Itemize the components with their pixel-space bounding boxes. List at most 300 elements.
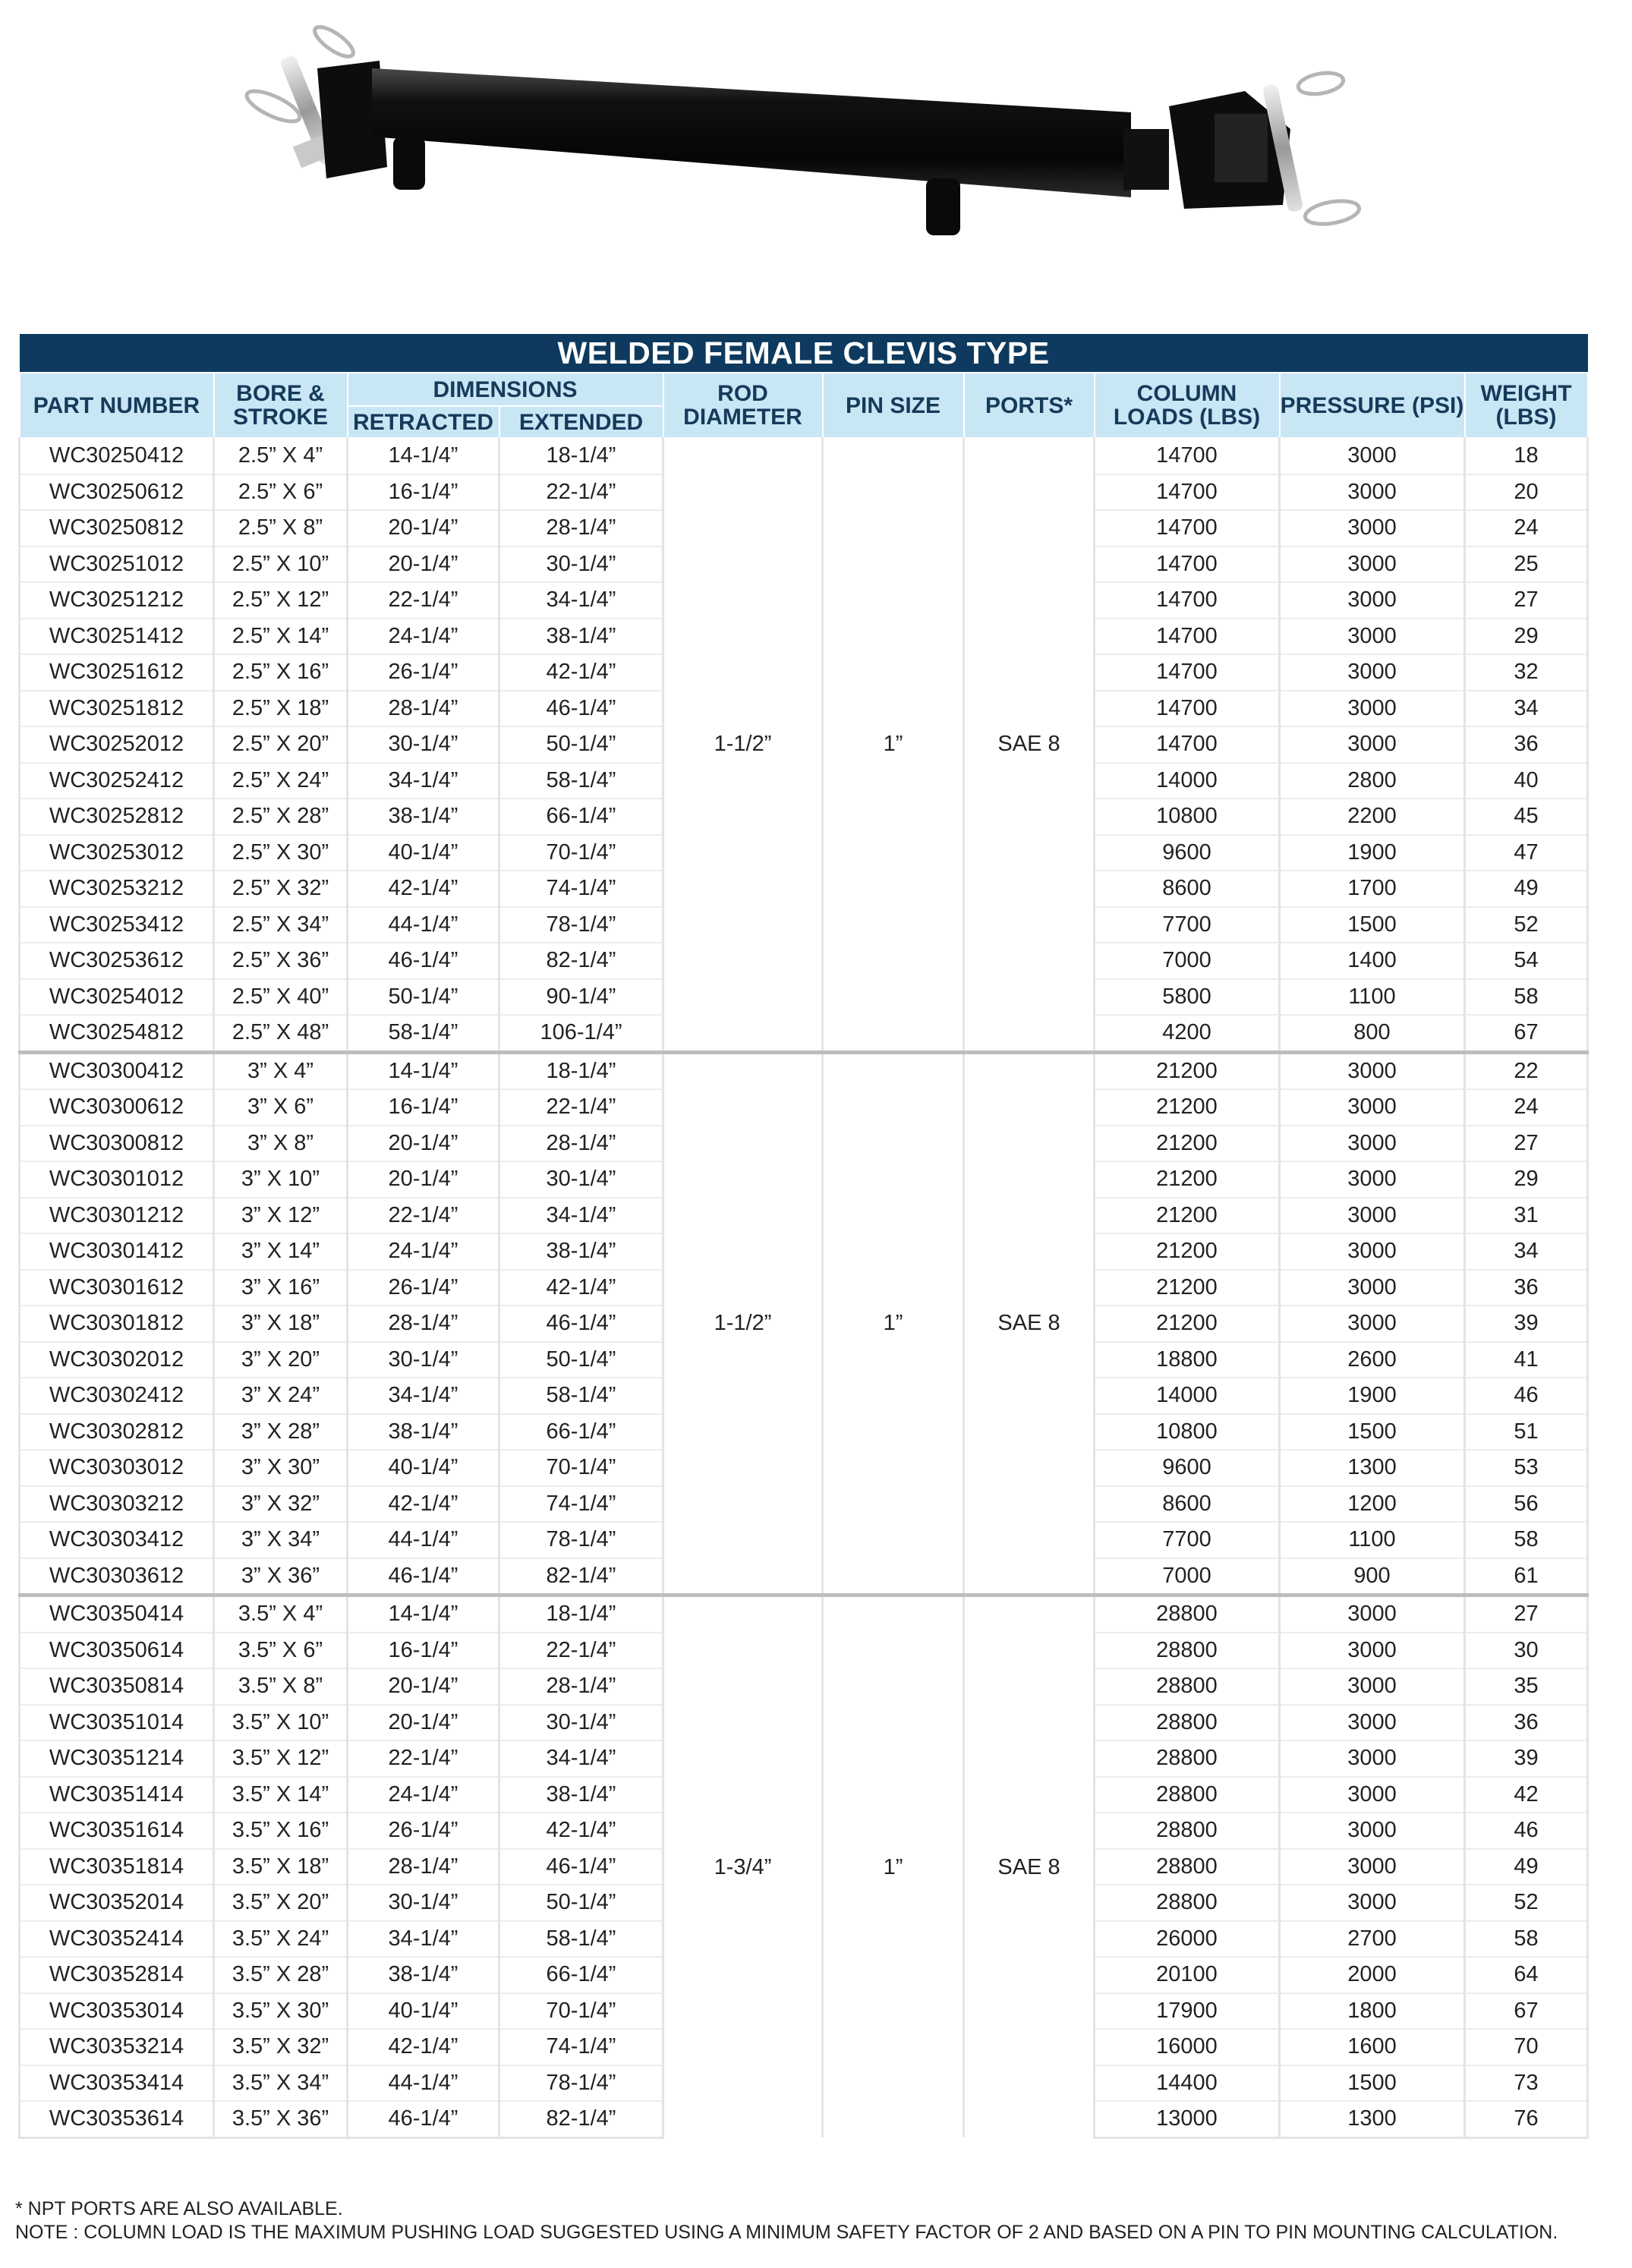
column-load-cell: 14700 [1095, 547, 1280, 583]
column-load-cell: 14700 [1095, 438, 1280, 474]
extended-cell: 46-1/4” [499, 1306, 663, 1342]
pressure-cell: 1400 [1280, 943, 1465, 979]
column-load-cell: 26000 [1095, 1921, 1280, 1958]
retracted-cell: 14-1/4” [348, 438, 499, 474]
column-load-cell: 21200 [1095, 1233, 1280, 1270]
pin-size-cell: 1” [823, 1595, 964, 2138]
part-number-cell: WC30302412 [20, 1378, 214, 1414]
extended-cell: 22-1/4” [499, 1089, 663, 1126]
bore-stroke-cell: 3.5” X 4” [214, 1595, 348, 1633]
bore-stroke-cell: 3.5” X 8” [214, 1668, 348, 1705]
retracted-cell: 20-1/4” [348, 1161, 499, 1198]
column-load-cell: 28800 [1095, 1740, 1280, 1777]
extended-cell: 42-1/4” [499, 654, 663, 691]
bore-stroke-cell: 3.5” X 28” [214, 1957, 348, 1993]
bore-stroke-cell: 3” X 16” [214, 1270, 348, 1306]
column-load-cell: 13000 [1095, 2101, 1280, 2137]
bore-stroke-cell: 3” X 4” [214, 1052, 348, 1089]
column-load-cell: 7700 [1095, 907, 1280, 943]
header-ports: PORTS* [964, 373, 1095, 438]
rod-diameter-cell: 1-1/2” [663, 438, 823, 1052]
extended-cell: 82-1/4” [499, 2101, 663, 2137]
bore-stroke-cell: 3” X 36” [214, 1558, 348, 1595]
pin-size-cell: 1” [823, 1052, 964, 1595]
extended-cell: 34-1/4” [499, 1740, 663, 1777]
part-number-cell: WC30301612 [20, 1270, 214, 1306]
extended-cell: 18-1/4” [499, 1595, 663, 1633]
column-load-note: NOTE : COLUMN LOAD IS THE MAXIMUM PUSHING LOAD SUGGESTED USING A MINIMUM SAFETY FACTOR OF 2 AND BASED ON A PIN TO PIN MOUNTING CALCULATION. [15, 2222, 1558, 2243]
part-number-cell: WC30353614 [20, 2101, 214, 2137]
weight-cell: 61 [1465, 1558, 1588, 1595]
column-load-cell: 14400 [1095, 2065, 1280, 2102]
pressure-cell: 3000 [1280, 510, 1465, 547]
weight-cell: 49 [1465, 871, 1588, 907]
pressure-cell: 1300 [1280, 2101, 1465, 2137]
part-number-cell: WC30303612 [20, 1558, 214, 1595]
weight-cell: 29 [1465, 619, 1588, 655]
extended-cell: 66-1/4” [499, 1414, 663, 1451]
bore-stroke-cell: 2.5” X 16” [214, 654, 348, 691]
extended-cell: 74-1/4” [499, 871, 663, 907]
part-number-cell: WC30350814 [20, 1668, 214, 1705]
part-number-cell: WC30353214 [20, 2029, 214, 2065]
pressure-cell: 1500 [1280, 907, 1465, 943]
bore-stroke-cell: 3” X 14” [214, 1233, 348, 1270]
weight-cell: 53 [1465, 1450, 1588, 1486]
pressure-cell: 3000 [1280, 726, 1465, 763]
extended-cell: 30-1/4” [499, 547, 663, 583]
header-weight: WEIGHT (LBS) [1465, 373, 1588, 438]
header-pin-size: PIN SIZE [823, 373, 964, 438]
column-load-cell: 8600 [1095, 1486, 1280, 1523]
column-load-cell: 14000 [1095, 1378, 1280, 1414]
extended-cell: 18-1/4” [499, 438, 663, 474]
bore-stroke-cell: 3.5” X 12” [214, 1740, 348, 1777]
column-load-cell: 17900 [1095, 1993, 1280, 2030]
weight-cell: 45 [1465, 799, 1588, 835]
part-number-cell: WC30253612 [20, 943, 214, 979]
pressure-cell: 1300 [1280, 1450, 1465, 1486]
retracted-cell: 44-1/4” [348, 907, 499, 943]
pressure-cell: 2600 [1280, 1342, 1465, 1378]
retracted-cell: 40-1/4” [348, 1993, 499, 2030]
weight-cell: 39 [1465, 1740, 1588, 1777]
header-pressure: PRESSURE (PSI) [1280, 373, 1465, 438]
extended-cell: 58-1/4” [499, 1378, 663, 1414]
weight-cell: 27 [1465, 582, 1588, 619]
column-load-cell: 9600 [1095, 1450, 1280, 1486]
pressure-cell: 3000 [1280, 1777, 1465, 1813]
pressure-cell: 2800 [1280, 763, 1465, 799]
bore-stroke-cell: 2.5” X 28” [214, 799, 348, 835]
part-number-cell: WC30251612 [20, 654, 214, 691]
retracted-cell: 30-1/4” [348, 1885, 499, 1921]
retracted-cell: 20-1/4” [348, 547, 499, 583]
part-number-cell: WC30302012 [20, 1342, 214, 1378]
header-extended: EXTENDED [499, 406, 663, 438]
retracted-cell: 30-1/4” [348, 726, 499, 763]
bore-stroke-cell: 3” X 12” [214, 1198, 348, 1234]
pressure-cell: 3000 [1280, 1595, 1465, 1633]
retracted-cell: 34-1/4” [348, 1921, 499, 1958]
bore-stroke-cell: 2.5” X 24” [214, 763, 348, 799]
extended-cell: 50-1/4” [499, 1342, 663, 1378]
column-load-cell: 14700 [1095, 654, 1280, 691]
column-load-cell: 21200 [1095, 1161, 1280, 1198]
pressure-cell: 3000 [1280, 1089, 1465, 1126]
pressure-cell: 1700 [1280, 871, 1465, 907]
part-number-cell: WC30301012 [20, 1161, 214, 1198]
weight-cell: 56 [1465, 1486, 1588, 1523]
retracted-cell: 22-1/4” [348, 1740, 499, 1777]
bore-stroke-cell: 3” X 30” [214, 1450, 348, 1486]
extended-cell: 38-1/4” [499, 619, 663, 655]
part-number-cell: WC30353014 [20, 1993, 214, 2030]
bore-stroke-cell: 2.5” X 34” [214, 907, 348, 943]
weight-cell: 51 [1465, 1414, 1588, 1451]
bore-stroke-cell: 3” X 18” [214, 1306, 348, 1342]
extended-cell: 46-1/4” [499, 691, 663, 727]
extended-cell: 106-1/4” [499, 1015, 663, 1052]
column-load-cell: 20100 [1095, 1957, 1280, 1993]
part-number-cell: WC30252012 [20, 726, 214, 763]
extended-cell: 46-1/4” [499, 1849, 663, 1885]
column-load-cell: 21200 [1095, 1052, 1280, 1089]
retracted-cell: 38-1/4” [348, 1414, 499, 1451]
extended-cell: 78-1/4” [499, 1522, 663, 1558]
retracted-cell: 38-1/4” [348, 1957, 499, 1993]
part-number-cell: WC30302812 [20, 1414, 214, 1451]
pressure-cell: 900 [1280, 1558, 1465, 1595]
extended-cell: 38-1/4” [499, 1233, 663, 1270]
weight-cell: 27 [1465, 1595, 1588, 1633]
retracted-cell: 26-1/4” [348, 1813, 499, 1849]
column-load-cell: 21200 [1095, 1306, 1280, 1342]
column-load-cell: 14000 [1095, 763, 1280, 799]
weight-cell: 54 [1465, 943, 1588, 979]
weight-cell: 76 [1465, 2101, 1588, 2137]
retracted-cell: 16-1/4” [348, 474, 499, 511]
column-load-cell: 4200 [1095, 1015, 1280, 1052]
column-load-cell: 7000 [1095, 943, 1280, 979]
pressure-cell: 1600 [1280, 2029, 1465, 2065]
weight-cell: 39 [1465, 1306, 1588, 1342]
pressure-cell: 3000 [1280, 1270, 1465, 1306]
part-number-cell: WC30300812 [20, 1126, 214, 1162]
bore-stroke-cell: 3” X 20” [214, 1342, 348, 1378]
extended-cell: 34-1/4” [499, 1198, 663, 1234]
part-number-cell: WC30252412 [20, 763, 214, 799]
bore-stroke-cell: 2.5” X 8” [214, 510, 348, 547]
retracted-cell: 40-1/4” [348, 1450, 499, 1486]
bore-stroke-cell: 2.5” X 40” [214, 979, 348, 1016]
extended-cell: 42-1/4” [499, 1813, 663, 1849]
retracted-cell: 42-1/4” [348, 2029, 499, 2065]
column-load-cell: 28800 [1095, 1668, 1280, 1705]
pressure-cell: 2700 [1280, 1921, 1465, 1958]
weight-cell: 47 [1465, 835, 1588, 871]
extended-cell: 70-1/4” [499, 1993, 663, 2030]
retracted-cell: 22-1/4” [348, 582, 499, 619]
column-load-cell: 28800 [1095, 1777, 1280, 1813]
header-retracted: RETRACTED [348, 406, 499, 438]
weight-cell: 27 [1465, 1126, 1588, 1162]
pressure-cell: 3000 [1280, 438, 1465, 474]
column-load-cell: 28800 [1095, 1813, 1280, 1849]
weight-cell: 29 [1465, 1161, 1588, 1198]
bore-stroke-cell: 3” X 32” [214, 1486, 348, 1523]
part-number-cell: WC30253012 [20, 835, 214, 871]
part-number-cell: WC30351814 [20, 1849, 214, 1885]
extended-cell: 34-1/4” [499, 582, 663, 619]
pressure-cell: 3000 [1280, 1306, 1465, 1342]
part-number-cell: WC30250812 [20, 510, 214, 547]
retracted-cell: 22-1/4” [348, 1198, 499, 1234]
retracted-cell: 40-1/4” [348, 835, 499, 871]
bore-stroke-cell: 2.5” X 32” [214, 871, 348, 907]
table-row [20, 438, 1588, 474]
bore-stroke-cell: 3” X 8” [214, 1126, 348, 1162]
column-load-cell: 9600 [1095, 835, 1280, 871]
weight-cell: 31 [1465, 1198, 1588, 1234]
retracted-cell: 28-1/4” [348, 1306, 499, 1342]
part-number-cell: WC30252812 [20, 799, 214, 835]
weight-cell: 34 [1465, 691, 1588, 727]
weight-cell: 64 [1465, 1957, 1588, 1993]
retracted-cell: 46-1/4” [348, 943, 499, 979]
pressure-cell: 3000 [1280, 1161, 1465, 1198]
weight-cell: 42 [1465, 1777, 1588, 1813]
extended-cell: 70-1/4” [499, 1450, 663, 1486]
pressure-cell: 3000 [1280, 1705, 1465, 1741]
part-number-cell: WC30353414 [20, 2065, 214, 2102]
weight-cell: 58 [1465, 1921, 1588, 1958]
column-load-cell: 10800 [1095, 1414, 1280, 1451]
retracted-cell: 20-1/4” [348, 510, 499, 547]
retracted-cell: 16-1/4” [348, 1089, 499, 1126]
part-number-cell: WC30301812 [20, 1306, 214, 1342]
column-load-cell: 21200 [1095, 1270, 1280, 1306]
bore-stroke-cell: 3” X 10” [214, 1161, 348, 1198]
part-number-cell: WC30352814 [20, 1957, 214, 1993]
bore-stroke-cell: 3.5” X 6” [214, 1633, 348, 1669]
pin-size-cell: 1” [823, 438, 964, 1052]
part-number-cell: WC30300612 [20, 1089, 214, 1126]
column-load-cell: 14700 [1095, 474, 1280, 511]
hydraulic-cylinder-image [228, 23, 1382, 281]
extended-cell: 70-1/4” [499, 835, 663, 871]
column-load-cell: 16000 [1095, 2029, 1280, 2065]
extended-cell: 30-1/4” [499, 1705, 663, 1741]
column-load-cell: 21200 [1095, 1198, 1280, 1234]
pressure-cell: 3000 [1280, 1849, 1465, 1885]
bore-stroke-cell: 2.5” X 12” [214, 582, 348, 619]
bore-stroke-cell: 3.5” X 14” [214, 1777, 348, 1813]
bore-stroke-cell: 2.5” X 4” [214, 438, 348, 474]
header-dimensions: DIMENSIONS [348, 373, 663, 406]
part-number-cell: WC30350614 [20, 1633, 214, 1669]
weight-cell: 36 [1465, 1705, 1588, 1741]
weight-cell: 32 [1465, 654, 1588, 691]
extended-cell: 22-1/4” [499, 1633, 663, 1669]
part-number-cell: WC30251412 [20, 619, 214, 655]
part-number-cell: WC30300412 [20, 1052, 214, 1089]
extended-cell: 28-1/4” [499, 510, 663, 547]
pressure-cell: 3000 [1280, 619, 1465, 655]
header-column-loads: COLUMN LOADS (LBS) [1095, 373, 1280, 438]
bore-stroke-cell: 3.5” X 10” [214, 1705, 348, 1741]
bore-stroke-cell: 2.5” X 14” [214, 619, 348, 655]
retracted-cell: 26-1/4” [348, 654, 499, 691]
retracted-cell: 42-1/4” [348, 871, 499, 907]
bore-stroke-cell: 3.5” X 18” [214, 1849, 348, 1885]
ports-cell: SAE 8 [964, 438, 1095, 1052]
weight-cell: 41 [1465, 1342, 1588, 1378]
part-number-cell: WC30351214 [20, 1740, 214, 1777]
weight-cell: 36 [1465, 1270, 1588, 1306]
retracted-cell: 16-1/4” [348, 1633, 499, 1669]
bore-stroke-cell: 2.5” X 6” [214, 474, 348, 511]
column-load-cell: 21200 [1095, 1126, 1280, 1162]
retracted-cell: 38-1/4” [348, 799, 499, 835]
header-part-number: PART NUMBER [20, 373, 214, 438]
weight-cell: 18 [1465, 438, 1588, 474]
retracted-cell: 58-1/4” [348, 1015, 499, 1052]
extended-cell: 18-1/4” [499, 1052, 663, 1089]
pressure-cell: 1100 [1280, 1522, 1465, 1558]
weight-cell: 70 [1465, 2029, 1588, 2065]
retracted-cell: 42-1/4” [348, 1486, 499, 1523]
pressure-cell: 3000 [1280, 654, 1465, 691]
pressure-cell: 2000 [1280, 1957, 1465, 1993]
bore-stroke-cell: 2.5” X 30” [214, 835, 348, 871]
weight-cell: 22 [1465, 1052, 1588, 1089]
extended-cell: 42-1/4” [499, 1270, 663, 1306]
extended-cell: 78-1/4” [499, 907, 663, 943]
weight-cell: 46 [1465, 1378, 1588, 1414]
column-load-cell: 5800 [1095, 979, 1280, 1016]
column-load-cell: 14700 [1095, 619, 1280, 655]
part-number-cell: WC30254812 [20, 1015, 214, 1052]
column-load-cell: 28800 [1095, 1633, 1280, 1669]
specifications-table [18, 334, 1589, 2139]
weight-cell: 36 [1465, 726, 1588, 763]
pressure-cell: 1500 [1280, 2065, 1465, 2102]
retracted-cell: 24-1/4” [348, 619, 499, 655]
extended-cell: 74-1/4” [499, 2029, 663, 2065]
retracted-cell: 20-1/4” [348, 1668, 499, 1705]
extended-cell: 78-1/4” [499, 2065, 663, 2102]
pressure-cell: 3000 [1280, 582, 1465, 619]
retracted-cell: 46-1/4” [348, 1558, 499, 1595]
column-load-cell: 8600 [1095, 871, 1280, 907]
pressure-cell: 1800 [1280, 1993, 1465, 2030]
part-number-cell: WC30301412 [20, 1233, 214, 1270]
weight-cell: 46 [1465, 1813, 1588, 1849]
retracted-cell: 20-1/4” [348, 1126, 499, 1162]
part-number-cell: WC30352414 [20, 1921, 214, 1958]
pressure-cell: 1500 [1280, 1414, 1465, 1451]
extended-cell: 50-1/4” [499, 726, 663, 763]
retracted-cell: 44-1/4” [348, 2065, 499, 2102]
pressure-cell: 3000 [1280, 1198, 1465, 1234]
bore-stroke-cell: 3.5” X 32” [214, 2029, 348, 2065]
pressure-cell: 3000 [1280, 1740, 1465, 1777]
retracted-cell: 50-1/4” [348, 979, 499, 1016]
pressure-cell: 3000 [1280, 1633, 1465, 1669]
weight-cell: 58 [1465, 1522, 1588, 1558]
column-load-cell: 14700 [1095, 510, 1280, 547]
table-row [20, 1595, 1588, 1633]
part-number-cell: WC30303212 [20, 1486, 214, 1523]
retracted-cell: 44-1/4” [348, 1522, 499, 1558]
column-load-cell: 18800 [1095, 1342, 1280, 1378]
extended-cell: 90-1/4” [499, 979, 663, 1016]
extended-cell: 50-1/4” [499, 1885, 663, 1921]
rod-diameter-cell: 1-3/4” [663, 1595, 823, 2138]
part-number-cell: WC30351414 [20, 1777, 214, 1813]
bore-stroke-cell: 3.5” X 16” [214, 1813, 348, 1849]
header-rod-diameter: ROD DIAMETER [663, 373, 823, 438]
extended-cell: 38-1/4” [499, 1777, 663, 1813]
extended-cell: 74-1/4” [499, 1486, 663, 1523]
extended-cell: 30-1/4” [499, 1161, 663, 1198]
pressure-cell: 800 [1280, 1015, 1465, 1052]
weight-cell: 24 [1465, 510, 1588, 547]
pressure-cell: 3000 [1280, 1813, 1465, 1849]
bore-stroke-cell: 3” X 34” [214, 1522, 348, 1558]
retracted-cell: 14-1/4” [348, 1595, 499, 1633]
weight-cell: 73 [1465, 2065, 1588, 2102]
footnotes [15, 2197, 1558, 2244]
column-load-cell: 10800 [1095, 799, 1280, 835]
pressure-cell: 2200 [1280, 799, 1465, 835]
column-load-cell: 28800 [1095, 1849, 1280, 1885]
retracted-cell: 20-1/4” [348, 1705, 499, 1741]
weight-cell: 25 [1465, 547, 1588, 583]
retracted-cell: 46-1/4” [348, 2101, 499, 2137]
extended-cell: 66-1/4” [499, 799, 663, 835]
part-number-cell: WC30253212 [20, 871, 214, 907]
weight-cell: 52 [1465, 907, 1588, 943]
part-number-cell: WC30250412 [20, 438, 214, 474]
retracted-cell: 34-1/4” [348, 1378, 499, 1414]
part-number-cell: WC30303012 [20, 1450, 214, 1486]
bore-stroke-cell: 3.5” X 30” [214, 1993, 348, 2030]
column-load-cell: 28800 [1095, 1595, 1280, 1633]
column-load-cell: 7700 [1095, 1522, 1280, 1558]
retracted-cell: 24-1/4” [348, 1233, 499, 1270]
column-load-cell: 21200 [1095, 1089, 1280, 1126]
bore-stroke-cell: 2.5” X 36” [214, 943, 348, 979]
retracted-cell: 30-1/4” [348, 1342, 499, 1378]
table-title: WELDED FEMALE CLEVIS TYPE [20, 334, 1588, 373]
table-row [20, 1052, 1588, 1089]
extended-cell: 28-1/4” [499, 1668, 663, 1705]
pressure-cell: 3000 [1280, 547, 1465, 583]
extended-cell: 82-1/4” [499, 943, 663, 979]
part-number-cell: WC30251812 [20, 691, 214, 727]
extended-cell: 22-1/4” [499, 474, 663, 511]
bore-stroke-cell: 3.5” X 34” [214, 2065, 348, 2102]
part-number-cell: WC30352014 [20, 1885, 214, 1921]
weight-cell: 67 [1465, 1993, 1588, 2030]
retracted-cell: 14-1/4” [348, 1052, 499, 1089]
part-number-cell: WC30254012 [20, 979, 214, 1016]
weight-cell: 34 [1465, 1233, 1588, 1270]
part-number-cell: WC30350414 [20, 1595, 214, 1633]
pressure-cell: 1200 [1280, 1486, 1465, 1523]
